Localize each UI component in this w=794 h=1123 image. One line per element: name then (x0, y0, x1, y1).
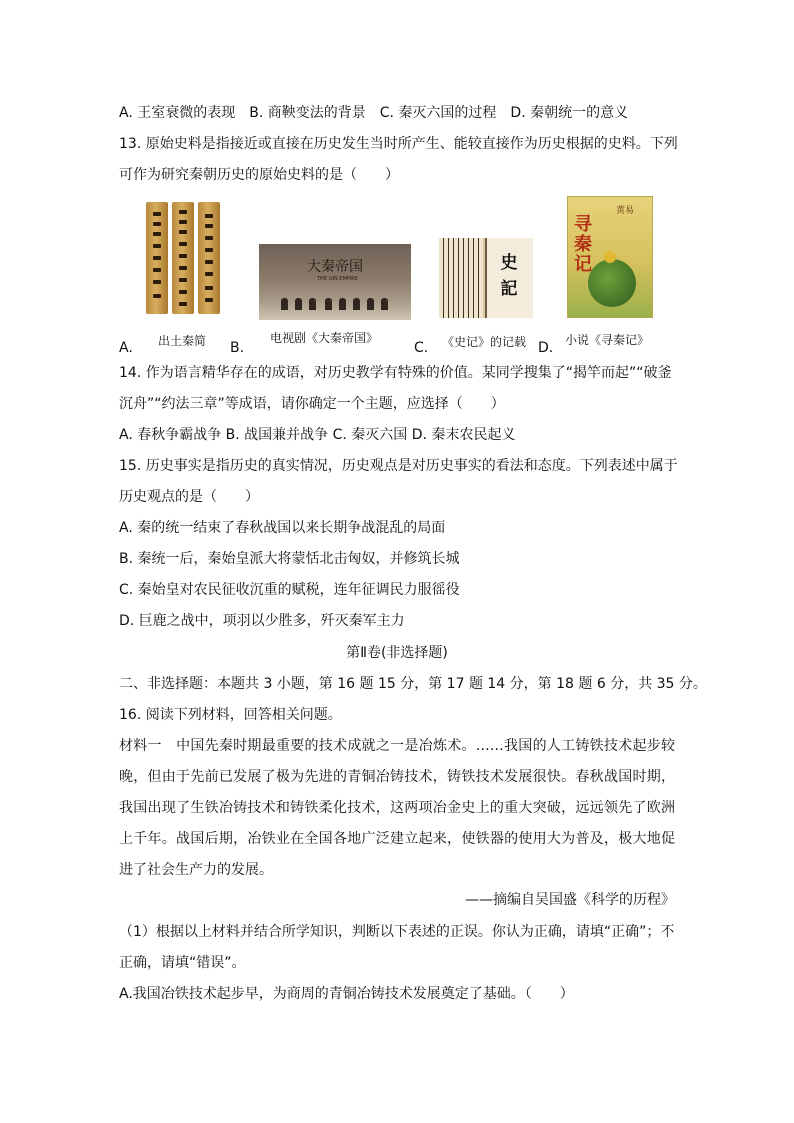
shiji-book-image (439, 238, 533, 318)
q14-stem-line1: 14. 作为语言精华存在的成语，对历史教学有特殊的价值。某同学搜集了“揭竿而起”“破釜 (119, 365, 672, 381)
q15-option-c: C. 秦始皇对农民征收沉重的赋税，连年征调民力服徭役 (119, 582, 460, 598)
novel-title: 寻秦记 (574, 214, 592, 275)
q14-stem-line2: 沉舟”“约法三章”等成语，请你确定一个主题，应选择（ ） (119, 396, 505, 412)
q12-options: A. 王室衰微的表现 B. 商鞅变法的背景 C. 秦灭六国的过程 D. 秦朝统一的意义 (119, 105, 629, 121)
qin-bamboo-slips-image (146, 202, 220, 314)
q16-sub1-line1: （1）根据以上材料并结合所学知识，判断以下表述的正误。你认为正确，请填“正确”；不 (119, 924, 675, 940)
q16-statement-a: A.我国冶铁技术起步早，为商周的青铜冶铸技术发展奠定了基础。（ ） (119, 986, 574, 1002)
q13-choice-d-letter: D. (538, 340, 554, 356)
shiji-book-title: 史記 (500, 253, 518, 299)
q16-material-1: 材料一 中国先秦时期最重要的技术成就之一是冶炼术。……我国的人工铸铁技术起步较晚，但由于先前已发展了极为先进的青铜冶铸技术，铸铁技术发展很快。春秋战国时期，我国出现了生铁冶铸技术和铸铁柔化技术，这两项冶金史上的重大突破，远远领先了欧洲上千年。战国后期，冶铁业在全国各地广泛建立起来，使铁器的使用大为普及，极大地促进了社会生产力的发展。 (119, 738, 675, 878)
q15-stem-line2: 历史观点的是（ ） (119, 489, 259, 505)
xunqinji-novel-cover-image (567, 196, 653, 318)
q14-options: A. 春秋争霸战争 B. 战国兼并战争 C. 秦灭六国 D. 秦末农民起义 (119, 427, 516, 443)
tv-drama-title: 大秦帝国 (307, 259, 363, 275)
section2-title: 第Ⅱ卷(非选择题) (346, 645, 448, 661)
q15-option-a: A. 秦的统一结束了春秋战国以来长期争战混乱的局面 (119, 520, 446, 536)
q16-sub1-line2: 正确，请填“错误”。 (119, 955, 246, 971)
q13-choice-a-letter: A. (119, 340, 133, 356)
q13-choice-a-caption: 出土秦简 (158, 334, 207, 348)
tv-drama-still-image (259, 244, 411, 320)
q15-option-d: D. 巨鹿之战中，项羽以少胜多，歼灭秦军主力 (119, 613, 405, 629)
q13-choice-b-letter: B. (230, 340, 245, 356)
section2-intro: 二、非选择题：本题共 3 小题，第 16 题 15 分，第 17 题 14 分，第 18 题 6 分，共 35 分。 (119, 676, 707, 692)
q15-stem-line1: 15. 历史事实是指历史的真实情况，历史观点是对历史事实的看法和态度。下列表述中属于 (119, 458, 678, 474)
q13-stem-line1: 13. 原始史料是指接近或直接在历史发生当时所产生、能较直接作为历史根据的史料。下列 (119, 136, 678, 152)
q16-intro: 16. 阅读下列材料，回答相关问题。 (119, 707, 342, 723)
novel-author: 黄易 (616, 206, 635, 216)
tv-drama-subtitle: THE QIN EMPIRE (317, 276, 358, 282)
q16-source: ——摘编自吴国盛《科学的历程》 (465, 892, 675, 908)
q13-choice-b-caption: 电视剧《大秦帝国》 (270, 331, 379, 345)
q13-choice-c-letter: C. (414, 340, 429, 356)
q13-choice-d-caption: 小说《寻秦记》 (565, 333, 650, 347)
q13-choice-c-caption: 《史记》的记载 (442, 335, 527, 349)
q15-option-b: B. 秦统一后，秦始皇派大将蒙恬北击匈奴，并修筑长城 (119, 551, 460, 567)
q13-stem-line2: 可作为研究秦朝历史的原始史料的是（ ） (119, 167, 399, 183)
